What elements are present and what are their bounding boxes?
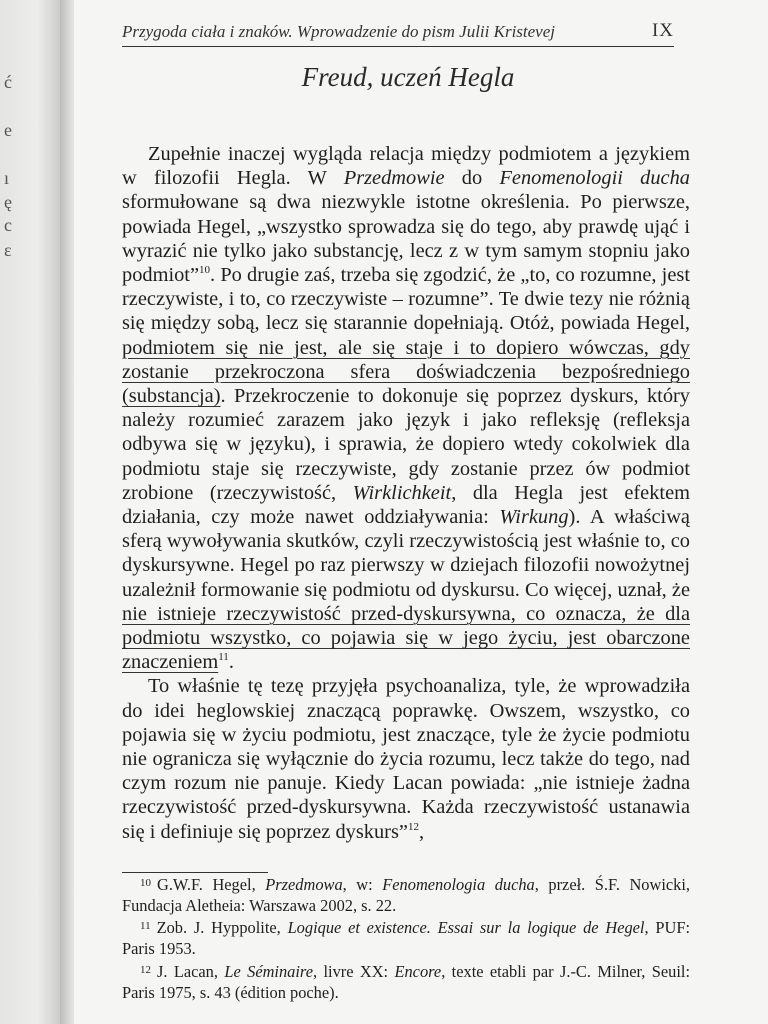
text-run: To właśnie tę tezę przyjęła psychoanaliza, tyle, że wprowadziła do idei heglowskiej znaczącą poprawkę. Owszem, wszystko, co pojawia się w życiu podmiotu, jest znaczące, tyle że życie podmiotu nie ogranicza się wyłącznie do życia rozumu, lecz także do tego, nad czym rozum nie panuje. Kiedy Lacan powiada: „nie istnieje żadna rzeczywistość przed-dyskursywna. Każda rzeczywistość ustanawia się i definiuje się poprzez dyskurs” (122, 675, 690, 843)
text-run: J. Lacan, (157, 961, 225, 981)
italic-run: Fenomenologii ducha (499, 167, 690, 190)
text-run: , PUF: Paris 1953. (122, 918, 690, 959)
underlined-passage: podmiotem się nie jest, ale się staje i to dopiero wówczas, gdy zostanie przekroczona sfera doświadczenia bezpośredniego (substancja) (122, 336, 690, 408)
footnote-number: 12 (140, 963, 151, 976)
running-title: Przygoda ciała i znaków. Wprowadzenie do pism Julii Kristevej (122, 22, 555, 41)
italic-run: Wirkung (499, 506, 569, 529)
text-run: Zupełnie inaczej wygląda relacja między podmiotem a językiem w filozofii Hegla. W (122, 143, 690, 190)
facing-page-fragment: c (4, 215, 12, 235)
running-head (122, 20, 674, 47)
facing-page-fragment: ć (4, 72, 12, 92)
underlined-passage: nie istnieje rzeczywistość przed-dyskursywna, co oznacza, że dla podmiotu wszystko, co pojawia się w jego życiu, jest obarczone znaczeniem (122, 602, 690, 674)
text-run: , texte etabli par J.-C. Milner, Seuil: Paris 1975, s. 43 (édition poche). (122, 961, 690, 1002)
text-run: Zob. J. Hyppolite, (156, 918, 288, 938)
footnote-ref-11: 11 (218, 651, 229, 664)
footnote (122, 873, 690, 916)
footnote-ref-12: 12 (407, 820, 419, 833)
section-title: Freud, uczeń Hegla (301, 62, 515, 92)
text-run: ). A właściwą sferą wywoływania skutków, czyli rzeczywistością jest właśnie to, co dyskursywne. Hegel po raz pierwszy w dziejach filozofii nowożytnej uzależnił formowanie się podmiotu od dyskursu. Co więcej, uznał, że (122, 506, 690, 601)
body-text (122, 142, 690, 844)
italic-run: Wirklichkeit (352, 481, 452, 504)
book-gutter (60, 0, 74, 1024)
facing-page-fragment: e (4, 120, 12, 140)
footnotes (122, 873, 690, 1003)
footnote-ref-10: 10 (199, 264, 211, 277)
text-run: , (418, 820, 425, 843)
italic-run: Przedmowie (343, 167, 445, 190)
text-run: . Po drugie zaś, trzeba się zgodzić, że „to, co rozumne, jest rzeczywiste, i to, co rzeczywiste – rozumne”. Te dwie tezy nie różnią się między sobą, lecz się starannie dopełniają. Otóż, powiada Hegel, (122, 264, 690, 335)
italic-run: Encore (394, 961, 442, 981)
italic-run: Przedmowa (265, 875, 343, 894)
paragraph (122, 674, 690, 843)
text-run: , dla Hegla jest efektem działania, czy może nawet oddziaływania: (122, 481, 690, 529)
text-run: G.W.F. Hegel, (157, 875, 266, 894)
text-run: , livre XX: (312, 961, 395, 981)
italic-run: Logique et existence. Essai sur la logique de Hegel (287, 918, 645, 938)
italic-run: Fenomenologia ducha (382, 875, 535, 894)
footnote-number: 10 (140, 877, 151, 889)
text-run: , przeł. Ś.F. Nowicki, Fundacja Aletheia: Warszawa 2002, s. 22. (122, 875, 691, 915)
text-run: do (444, 167, 500, 190)
text-run: , w: (342, 875, 383, 894)
facing-page-fragment: ε (4, 240, 12, 260)
facing-page-fragment: ę (4, 192, 12, 212)
page-number: IX (651, 20, 674, 41)
text-run: sformułowane są dwa niezwykle istotne określenia. Po pierwsze, powiada Hegel, „wszystko sprowadza się do tego, aby prawdę ująć i wyrazić nie tylko jako substancję, lecz z w tym samym stopniu jako podmiot” (122, 191, 690, 287)
footnote (122, 916, 690, 959)
text-run: . (228, 651, 234, 674)
footnote-number: 11 (140, 920, 151, 933)
footnote (122, 960, 690, 1003)
text-run: . Przekroczenie to dokonuje się poprzez dyskurs, który należy rozumieć zarazem jako język i jako refleksję (refleksja odbywa się w języku), i sprawia, że dopiero wtedy cokolwiek dla podmiotu staje się rzeczywiste, gdy zostanie przez ów podmiot zrobione (rzeczywistość, (122, 385, 690, 504)
facing-page-fragment: ı (4, 168, 10, 188)
paragraph (122, 142, 690, 674)
italic-run: Le Séminaire (224, 961, 313, 981)
facing-page-edge (0, 0, 62, 1024)
